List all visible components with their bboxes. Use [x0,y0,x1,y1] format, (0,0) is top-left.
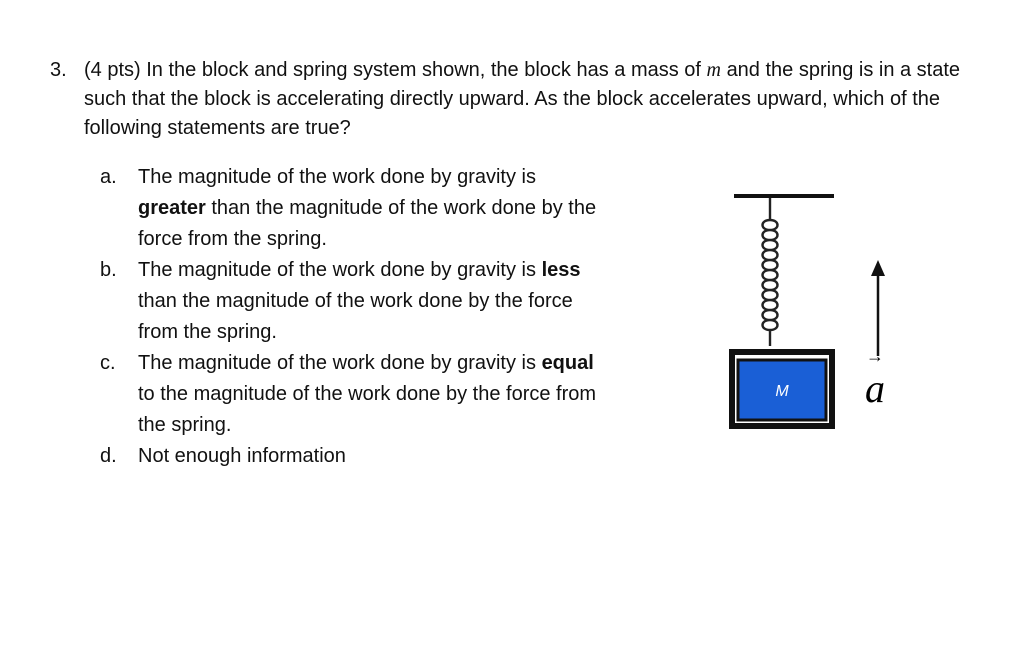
spring-block-diagram [728,180,908,470]
question-text-before: In the block and spring system shown, the block has a mass of [146,59,701,81]
question-points: (4 pts) [84,59,141,81]
option-rest: than the magnitude of the work done by the force from the spring. [138,197,597,250]
option-letter: c. [100,352,116,374]
accel-vector-mark: → [866,346,884,366]
option-rest: than the magnitude of the work done by the force from the spring. [138,290,573,343]
block-label: M [775,383,789,400]
option-letter: d. [100,445,117,467]
option-emphasis: equal [541,352,594,374]
option-d[interactable] [100,441,600,472]
option-c[interactable] [100,348,600,441]
answer-options [100,162,600,472]
option-b[interactable] [100,255,600,348]
acceleration-arrow-head [871,260,885,276]
option-letter: b. [100,259,117,281]
question-text-after: and the spring is in a state such that the block is accelerating directly upward. As the block accelerates upward, which of the following statements are true? [84,59,961,139]
question-text [84,56,984,143]
ceiling-bar [734,194,834,198]
option-rest: to the magnitude of the work done by the force from the spring. [138,383,597,436]
option-emphasis: greater [138,197,206,219]
option-emphasis: less [541,259,581,281]
option-lead: The magnitude of the work done by gravity is [138,352,536,374]
question-number: 3. [50,59,67,81]
option-lead: Not enough information [138,445,346,467]
option-letter: a. [100,166,117,188]
option-lead: The magnitude of the work done by gravity is [138,166,536,188]
mass-variable: m [706,59,721,81]
option-lead: The magnitude of the work done by gravity is [138,259,536,281]
spring-coil [763,198,778,346]
acceleration-label: a [865,366,885,411]
option-a[interactable] [100,162,600,255]
diagram-svg [728,180,908,470]
